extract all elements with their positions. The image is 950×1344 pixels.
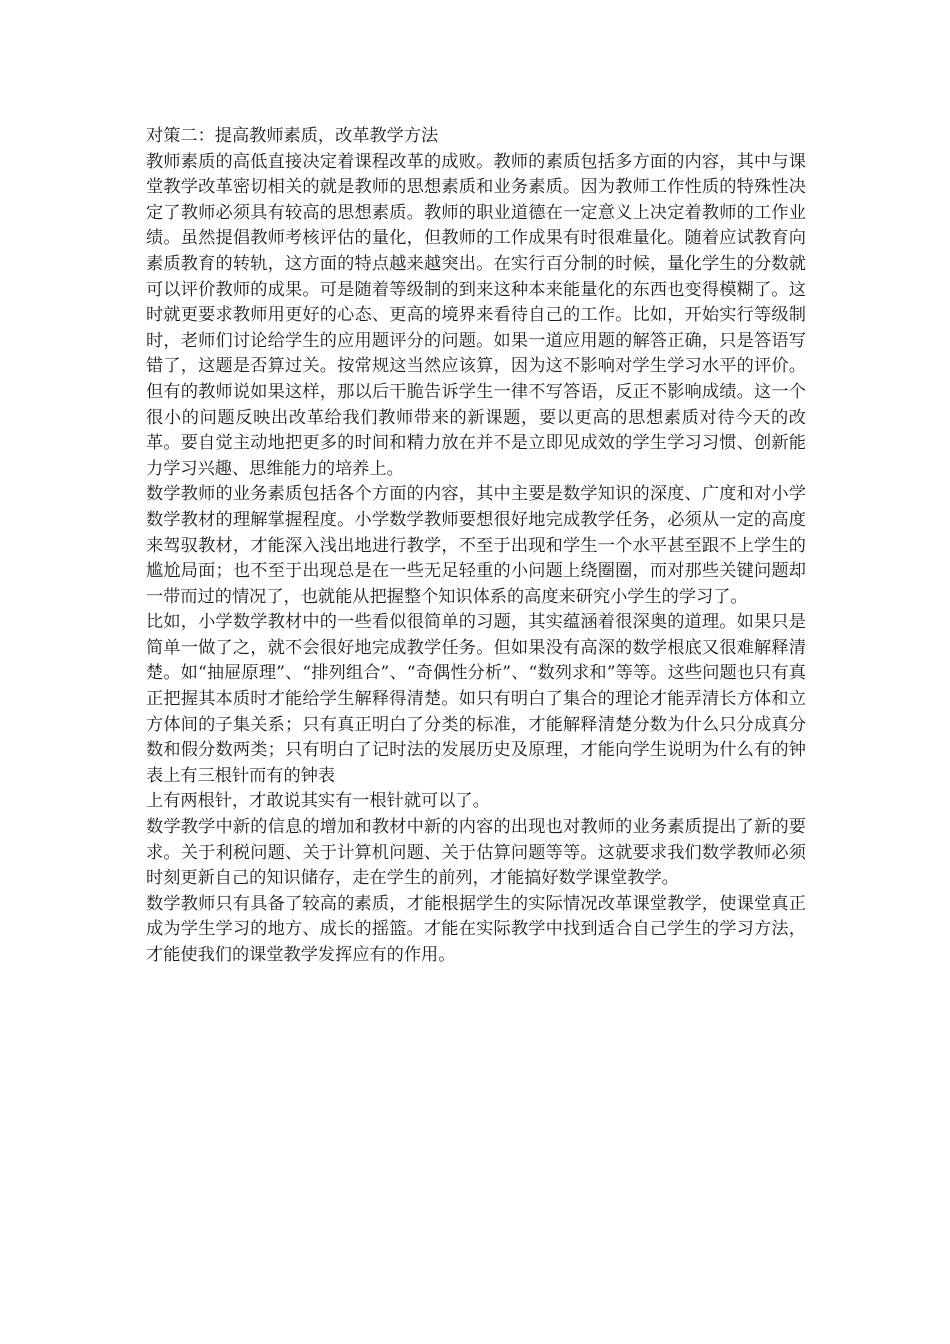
paragraph-examples: 比如，小学数学教材中的一些看似很简单的习题，其实蕴涵着很深奥的道理。如果只是简单一做了之，就不会很好地完成教学任务。但如果没有高深的数学根底又很难解释清楚。如“抽屉原理”、“排列组合”、“奇偶性分析”、“数列求和”等等。这些问题也只有真正把握其本质时才能给学生解释得清楚。如只有明白了集合的理论才能弄清长方体和立方体间的子集关系；只有真正明白了分类的标准，才能解释清楚分数为什么只分成真分数和假分数两类；只有明白了记时法的发展历史及原理，才能向学生说明为什么有的钟表上有三根针而有的钟表	[146, 612, 806, 786]
paragraph-examples-continued: 上有两根针，才敢说其实有一根针就可以了。	[146, 791, 490, 812]
paragraph-conclusion: 数学教师只有具备了较高的素质，才能根据学生的实际情况改革课堂教学，使课堂真正成为学生学习的地方、成长的摇篮。才能在实际教学中找到适合自己学生的学习方法，才能使我们的课堂教学发挥应有的作用。	[146, 893, 806, 965]
paragraph-teacher-quality: 教师素质的高低直接决定着课程改革的成败。教师的素质包括多方面的内容，其中与课堂教学改革密切相关的就是教师的思想素质和业务素质。因为教师工作性质的特殊性决定了教师必须具有较高的思想素质。教师的职业道德在一定意义上决定着教师的工作业绩。虽然提倡教师考核评估的量化，但教师的工作成果有时很难量化。随着应试教育向素质教育的转轨，这方面的特点越来越突出。在实行百分制的时候，量化学生的分数就可以评价教师的成果。可是随着等级制的到来这种本来能量化的东西也变得模糊了。这时就更要求教师用更好的心态、更高的境界来看待自己的工作。比如，开始实行等级制时，老师们讨论给学生的应用题评分的问题。如果一道应用题的解答正确，只是答语写错了，这题是否算过关。按常规这当然应该算，因为这不影响对学生学习水平的评价。但有的教师说如果这样，那以后干脆告诉学生一律不写答语，反正不影响成绩。这一个很小的问题反映出改革给我们教师带来的新课题，要以更高的思想素质对待今天的改革。要自觉主动地把更多的时间和精力放在并不是立即见成效的学生学习习惯、创新能力学习兴趣、思维能力的培养上。	[146, 151, 806, 479]
section-heading: 对策二：提高教师素质，改革教学方法	[146, 126, 439, 146]
document-body	[146, 124, 806, 969]
paragraph-professional-quality: 数学教师的业务素质包括各个方面的内容，其中主要是数学知识的深度、广度和对小学数学教材的理解掌握程度。小学数学教师要想很好地完成教学任务，必须从一定的高度来驾驭教材，才能深入浅出地进行教学，不至于出现和学生一个水平甚至跟不上学生的尴尬局面；也不至于出现总是在一些无足轻重的小问题上绕圈圈，而对那些关键问题却一带而过的情况了，也就能从把握整个知识体系的高度来研究小学生的学习了。	[146, 484, 806, 607]
paragraph-new-requirements: 数学教学中新的信息的增加和教材中新的内容的出现也对教师的业务素质提出了新的要求。关于利税问题、关于计算机问题、关于估算问题等等。这就要求我们数学教师必须时刻更新自己的知识储存，走在学生的前列，才能搞好数学课堂教学。	[146, 817, 806, 889]
